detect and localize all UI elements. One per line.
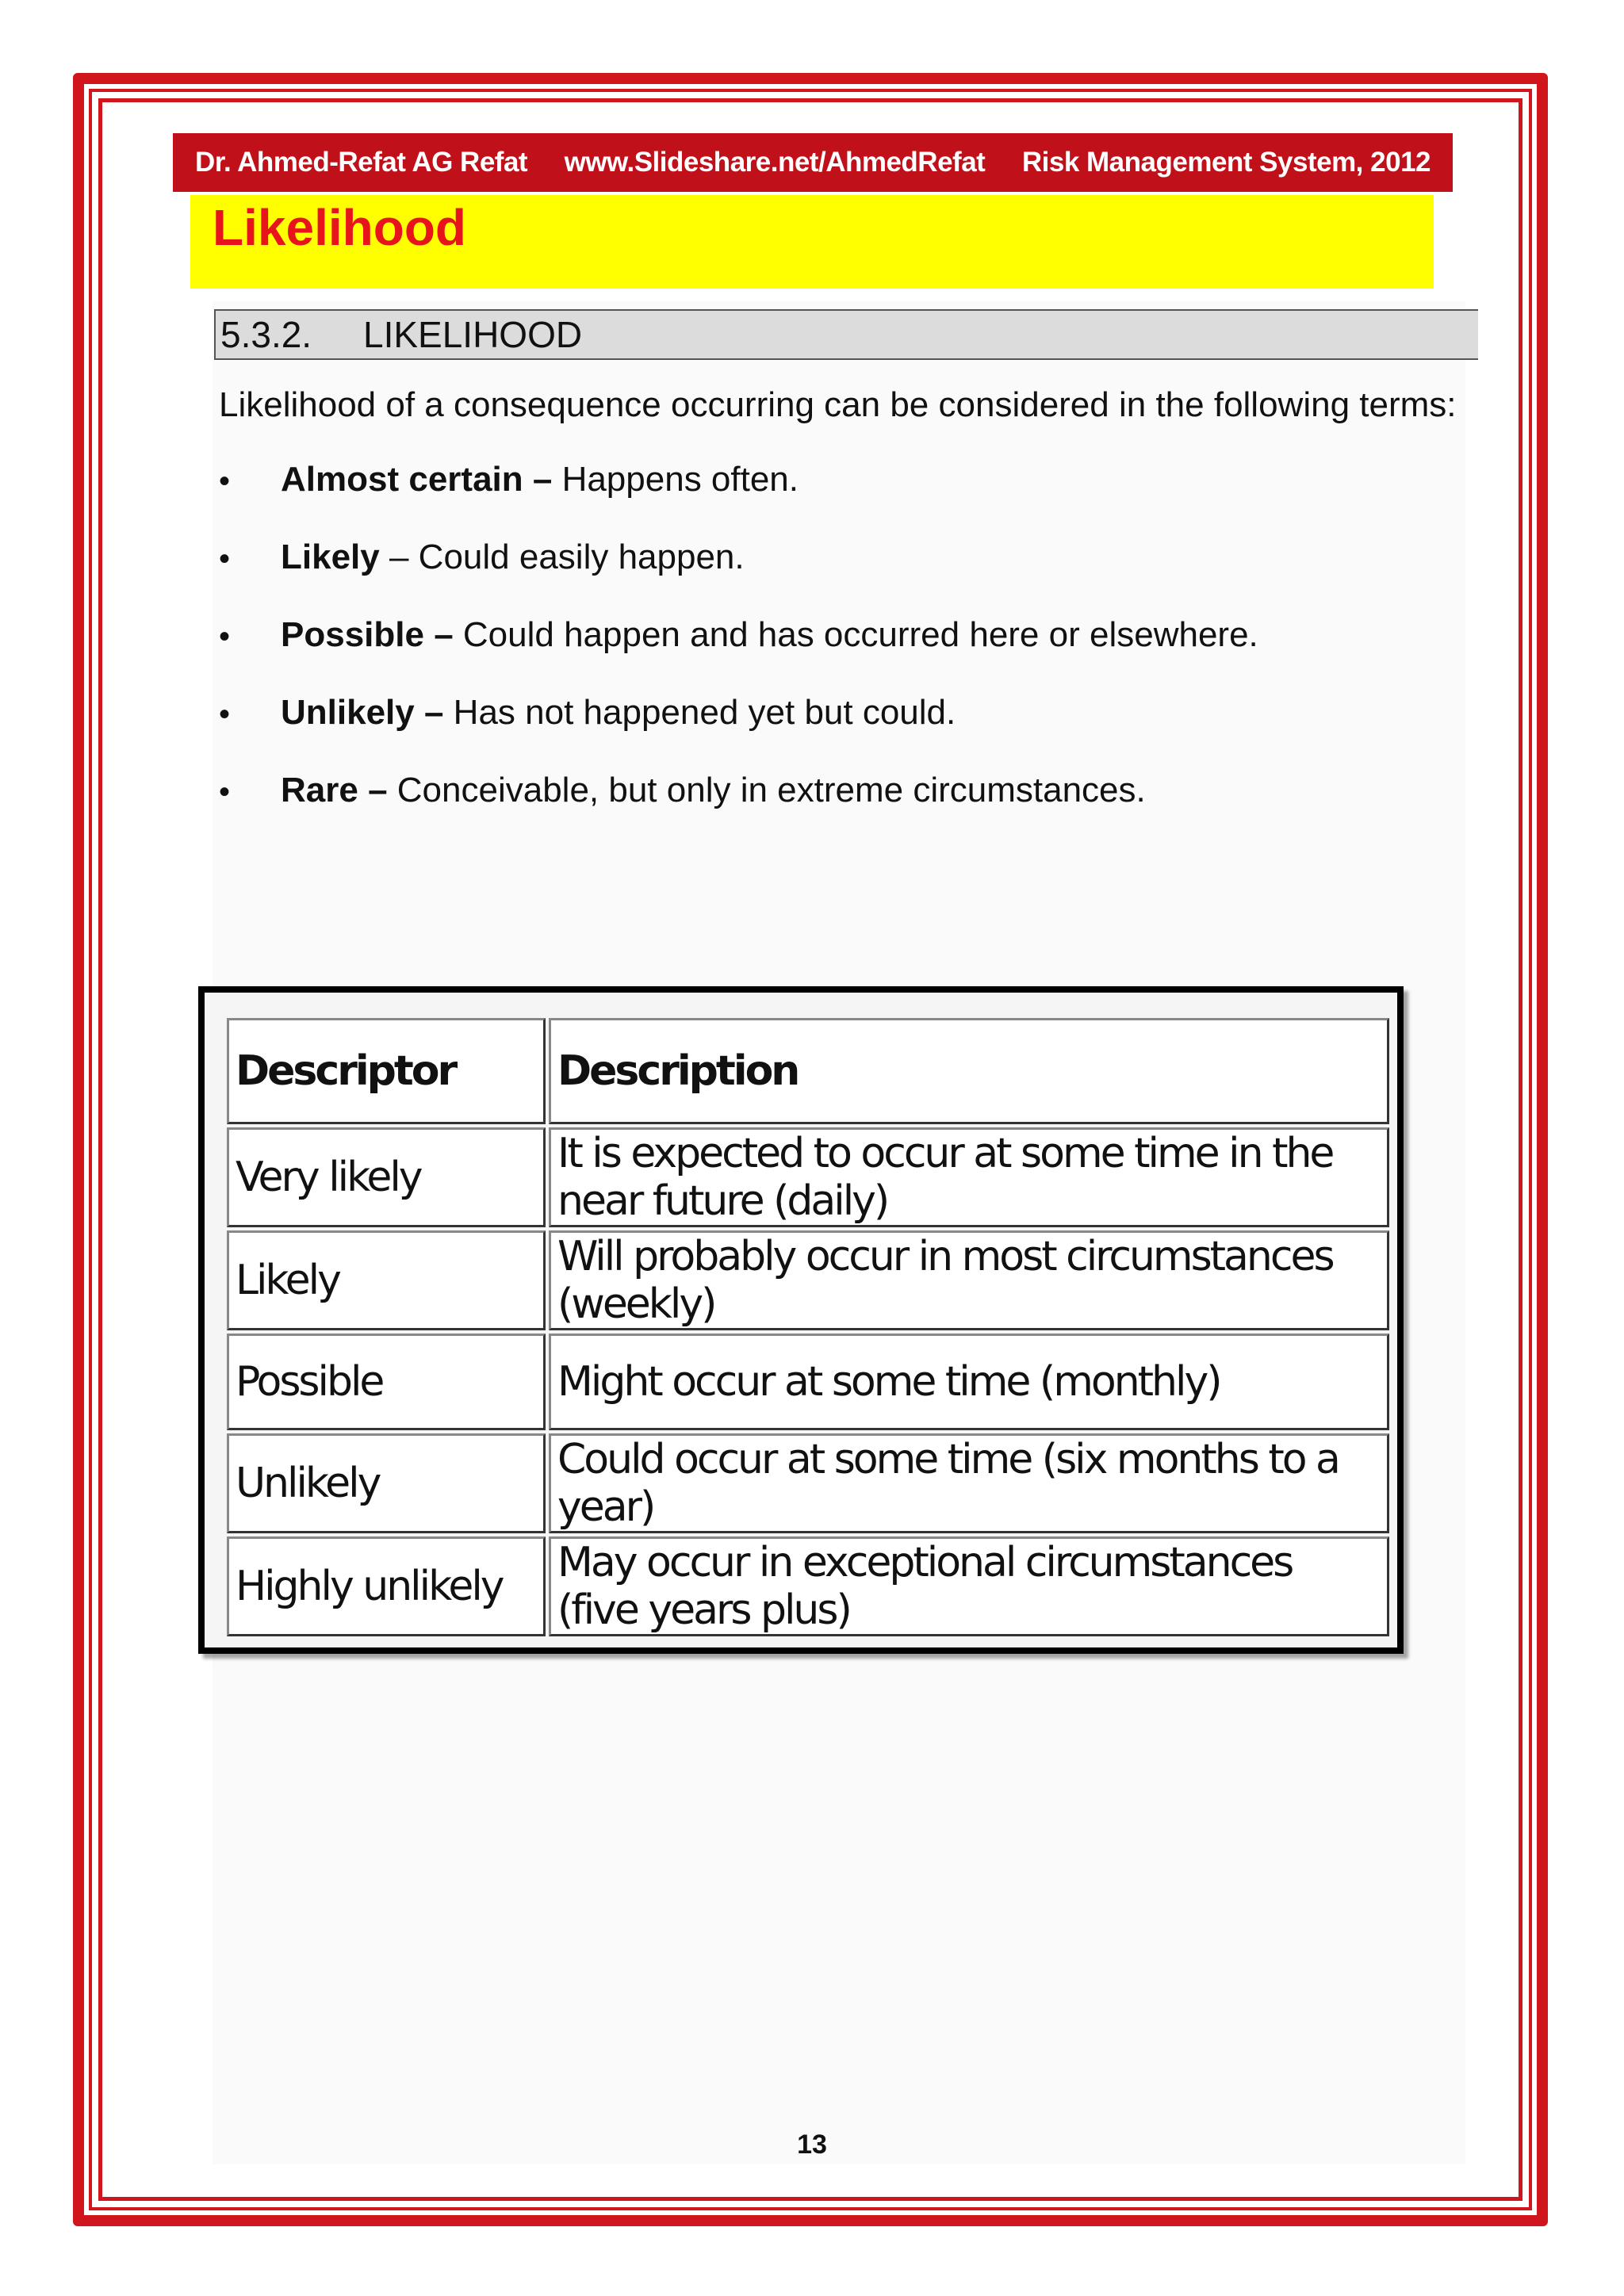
section-number: 5.3.2.	[220, 314, 312, 355]
term-definition: Conceivable, but only in extreme circumstances.	[396, 771, 1146, 809]
likelihood-table	[224, 1015, 1392, 1640]
page-number: 13	[797, 2130, 827, 2160]
term-label: Rare	[281, 771, 358, 809]
term-separator: –	[358, 771, 397, 809]
term-definition: Could easily happen.	[418, 538, 745, 576]
column-header-descriptor: Descriptor	[227, 1018, 546, 1124]
header-url: www.Slideshare.net/AhmedRefat	[564, 147, 986, 178]
table-header-row	[227, 1018, 1389, 1124]
column-header-description: Description	[549, 1018, 1389, 1124]
term-definition: Could happen and has occurred here or elsewhere.	[462, 615, 1258, 654]
description-cell: It is expected to occur at some time in the near future (daily)	[549, 1127, 1389, 1227]
bullet-icon: •	[219, 697, 231, 732]
bullet-icon: •	[219, 541, 231, 576]
descriptor-cell: Possible	[227, 1334, 546, 1430]
term-label: Almost certain	[281, 460, 523, 499]
descriptor-cell: Highly unlikely	[227, 1536, 546, 1636]
likelihood-table-frame	[198, 986, 1404, 1654]
table-row	[227, 1536, 1389, 1636]
term-definition: Happens often.	[561, 460, 799, 499]
header-author: Dr. Ahmed-Refat AG Refat	[195, 147, 528, 178]
term-label: Likely	[281, 538, 380, 576]
list-item	[219, 615, 1456, 693]
header-document: Risk Management System, 2012	[1021, 147, 1431, 178]
intro-paragraph: Likelihood of a consequence occurring can be considered in the following terms:	[219, 385, 1457, 424]
bullet-icon: •	[219, 619, 231, 654]
term-separator: –	[523, 460, 562, 499]
descriptor-cell: Likely	[227, 1230, 546, 1330]
term-label: Possible	[281, 615, 424, 654]
list-item	[219, 693, 1456, 771]
likelihood-terms-list	[219, 460, 1456, 848]
table-row	[227, 1127, 1389, 1227]
description-cell: Could occur at some time (six months to a year)	[549, 1433, 1389, 1533]
descriptor-cell: Unlikely	[227, 1433, 546, 1533]
term-separator: –	[414, 693, 454, 732]
descriptor-cell: Very likely	[227, 1127, 546, 1227]
page-title: Likelihood	[213, 199, 466, 256]
bullet-icon: •	[219, 775, 231, 809]
term-label: Unlikely	[281, 693, 415, 732]
term-definition: Has not happened yet but could.	[453, 693, 956, 732]
description-cell: Will probably occur in most circumstances (weekly)	[549, 1230, 1389, 1330]
table-row	[227, 1433, 1389, 1533]
table-row	[227, 1334, 1389, 1430]
list-item	[219, 771, 1456, 848]
table-row	[227, 1230, 1389, 1330]
section-title: LIKELIHOOD	[363, 314, 583, 355]
term-separator: –	[379, 538, 419, 576]
list-item	[219, 460, 1456, 538]
description-cell: Might occur at some time (monthly)	[549, 1334, 1389, 1430]
section-heading	[214, 309, 1478, 360]
term-separator: –	[423, 615, 463, 654]
list-item	[219, 538, 1456, 615]
page-header	[173, 133, 1453, 192]
bullet-icon: •	[219, 464, 231, 499]
description-cell: May occur in exceptional circumstances (five years plus)	[549, 1536, 1389, 1636]
title-box	[190, 195, 1434, 289]
